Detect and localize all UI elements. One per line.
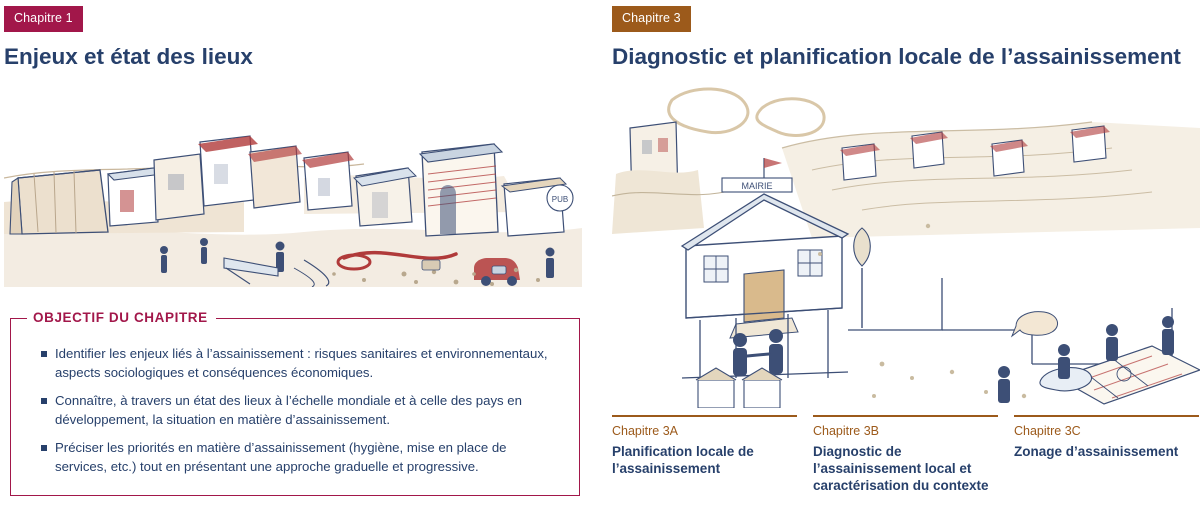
objectif-du-chapitre-box <box>10 310 580 496</box>
subchapter-card-3b[interactable] <box>813 415 998 494</box>
bullet-icon <box>41 351 47 357</box>
objectif-legend: OBJECTIF DU CHAPITRE <box>27 310 216 325</box>
chapter-1-tag: Chapitre 1 <box>4 6 83 32</box>
bullet-icon <box>41 398 47 404</box>
subchapter-card-3a[interactable] <box>612 415 797 494</box>
objectif-item-text: Identifier les enjeux liés à l’assainissement : risques sanitaires et environnementaux, aspects sociologiques et conséquences économiques. <box>55 346 548 380</box>
svg-text:MAIRIE: MAIRIE <box>741 181 773 191</box>
svg-text:PUB: PUB <box>551 195 569 204</box>
subchapter-3a-title: Planification locale de l’assainissement <box>612 444 754 476</box>
subchapter-3c-tag: Chapitre 3C <box>1014 424 1081 438</box>
objectif-item-text: Préciser les priorités en matière d’assainissement (hygiène, mise en place de services, etc.) tout en présentant une approche graduelle et progressive. <box>55 440 507 474</box>
chapter-3-column <box>612 0 1200 518</box>
bullet-icon <box>41 445 47 451</box>
subchapter-3b-tag: Chapitre 3B <box>813 424 880 438</box>
chapter-3-title: Diagnostic et planification locale de l’assainissement <box>612 43 1181 69</box>
objectif-item-text: Connaître, à travers un état des lieux à l’échelle mondiale et à celle des pays en développement, la situation en matière d’assainissement. <box>55 393 522 427</box>
subchapter-3c-title: Zonage d’assainissement <box>1014 444 1179 459</box>
subchapters-list <box>612 415 1200 494</box>
chapter-3-illustration <box>612 78 1200 408</box>
subchapter-card-3c[interactable] <box>1014 415 1199 494</box>
objectif-item <box>41 439 557 476</box>
chapter-1-illustration <box>4 82 582 287</box>
subchapter-3a-tag: Chapitre 3A <box>612 424 679 438</box>
objectif-item <box>41 345 557 382</box>
chapter-1-column <box>0 0 586 518</box>
chapter-3-tag: Chapitre 3 <box>612 6 691 32</box>
objectif-list <box>11 319 579 476</box>
chapter-1-title: Enjeux et état des lieux <box>4 43 253 69</box>
objectif-item <box>41 392 557 429</box>
subchapter-3b-title: Diagnostic de l’assainissement local et caractérisation du contexte <box>813 444 989 493</box>
